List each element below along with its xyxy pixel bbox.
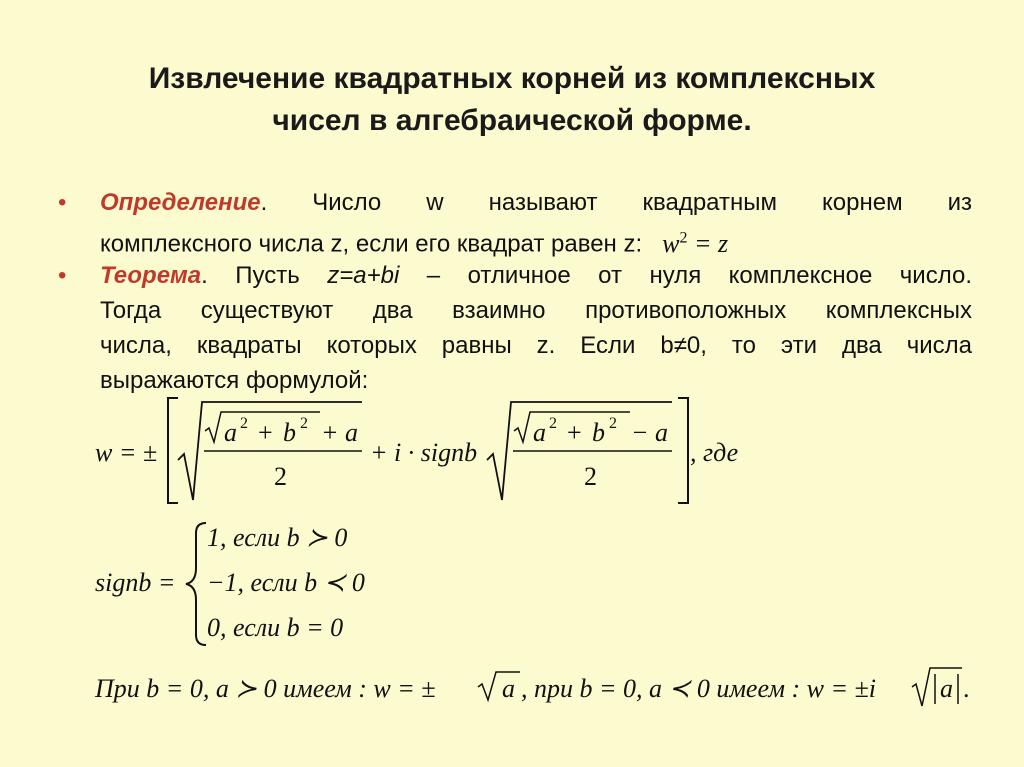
formula-exp: 2 xyxy=(679,229,688,246)
num1-exp-a: 2 xyxy=(240,415,248,432)
final-end: . xyxy=(963,674,970,703)
title-line-2: чисел в алгебраической форме. xyxy=(272,104,752,137)
num1-a: a xyxy=(224,418,237,447)
sign-case-1: 1, если b ≻ 0 xyxy=(207,523,348,552)
formula-w: w xyxy=(662,228,680,258)
num2-b: b xyxy=(592,418,605,447)
theorem-term: Теорема xyxy=(100,262,202,289)
num1-exp-b: 2 xyxy=(300,415,308,432)
num1-plus: + xyxy=(258,418,273,447)
definition-line-1-rest: . Число w называют квадратным корнем из xyxy=(260,189,972,216)
theorem-line-1-b: – отличное от нуля комплексное число. xyxy=(399,262,972,289)
theorem-line-3: числа, квадраты которых равны z. Если b≠0, то эти два числа xyxy=(100,332,972,359)
main-tail: , где xyxy=(690,438,739,467)
num2-exp-a: 2 xyxy=(549,415,557,432)
sign-formula xyxy=(95,523,365,645)
main-lhs: w = ± xyxy=(95,438,158,467)
theorem-line-4: выражаются формулой: xyxy=(100,367,369,394)
final-sqrt-a: a xyxy=(502,674,515,703)
formula-rest: = z xyxy=(694,228,729,258)
bullet-dot-icon: • xyxy=(58,262,67,289)
num2-plus: + xyxy=(567,418,582,447)
right-bracket xyxy=(678,398,688,503)
final-sqrt-2 xyxy=(912,668,962,706)
sign-case-2: −1, если b ≺ 0 xyxy=(207,568,365,597)
main-formula xyxy=(95,398,738,503)
definition-line-2-text: комплексного числа z, если его квадрат равен z: xyxy=(100,230,643,258)
num2-a: a xyxy=(533,418,546,447)
theorem-line-2: Тогда существуют два взаимно противоположных комплексных xyxy=(100,297,972,324)
denom-2: 2 xyxy=(584,462,597,491)
theorem-line-1-a: . Пусть xyxy=(201,262,328,289)
num1-plus-a: + a xyxy=(321,418,359,447)
bullet-dot-icon: • xyxy=(58,189,67,216)
title-line-1: Извлечение квадратных корней из комплексных xyxy=(148,62,876,95)
final-part-1: При b = 0, a ≻ 0 имеем : w = ± xyxy=(95,674,436,703)
curly-brace xyxy=(186,523,206,645)
num2-minus-a: − a xyxy=(631,418,669,447)
sign-case-3: 0, если b = 0 xyxy=(207,613,344,642)
denom-1: 2 xyxy=(274,462,287,491)
final-formula xyxy=(94,668,970,706)
final-part-2: , при b = 0, a ≺ 0 имеем : w = ±i xyxy=(521,674,876,703)
num2-exp-b: 2 xyxy=(609,415,617,432)
sign-lhs: signb = xyxy=(95,568,176,597)
main-mid: + i · signb xyxy=(370,438,478,467)
final-abs-a: a xyxy=(940,674,953,703)
theorem-z: z=a+bi xyxy=(327,262,400,289)
num1-b: b xyxy=(283,418,296,447)
definition-term: Определение xyxy=(100,189,261,216)
left-bracket xyxy=(168,398,178,503)
